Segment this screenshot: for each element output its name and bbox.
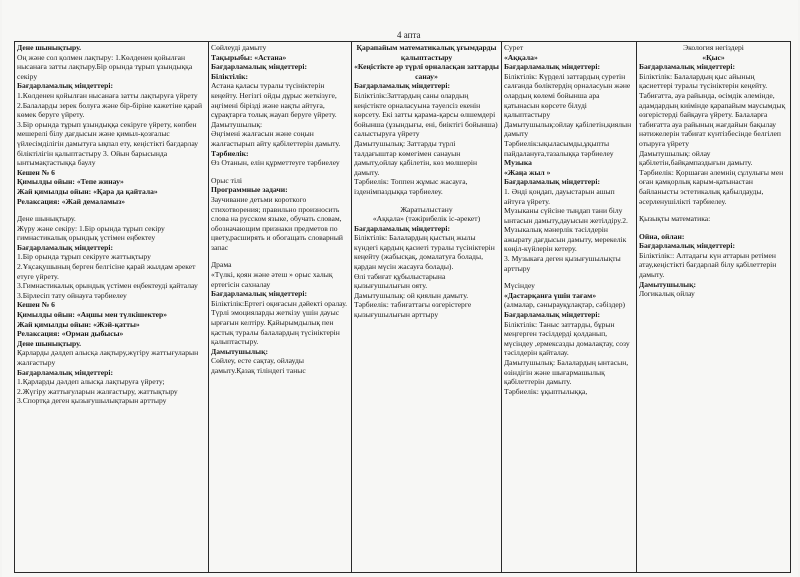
cell-line: Бағдарламалық міндеттері: xyxy=(504,62,601,72)
cell-line: Бағдарламалық міндеттері: xyxy=(211,62,308,72)
spacer xyxy=(504,273,634,281)
cell-line: Қарапайым математикалық ұғымдарды қалыптастыру xyxy=(356,43,497,62)
cell-line: Бағдарламалық міндеттері: xyxy=(639,241,736,251)
cell-line: Қарларды дәлдеп алысқа лақтыру,жүгіру жаттығуларын жалғастыру xyxy=(17,348,199,367)
cell-line: Тақырыбы: «Астана» xyxy=(211,52,287,62)
column-speech-development xyxy=(209,42,352,573)
spacer xyxy=(639,206,788,214)
cell-line: Дамытушылық: Заттарды түрлі талдағыштар көмегімен санауын дамыту,ойлау қабілетін, көз мөлшерін дамыту. xyxy=(354,138,478,177)
cell-line: Релаксация: «Орман дыбысы» xyxy=(17,329,124,339)
cell-line: Жай қимылды ойын: «Қара да қайтала» xyxy=(17,186,158,196)
cell-line: «Жаңа жыл » xyxy=(504,167,551,177)
cell-line: Өз Отанын, елін құрметтеуге тәрбиелеу xyxy=(211,158,340,168)
spacer xyxy=(639,224,788,232)
cell-line: 3.Спортқа деген қызығушылықтарын арттыру xyxy=(17,396,167,406)
cell-line: Тәрбиелік: Топпен жұмыс жасауға, ізденімпаздыққа тәрбиелеу. xyxy=(354,177,468,196)
cell-line: Жаратылыстану xyxy=(400,204,453,214)
cell-line: Мүсіндеу xyxy=(504,281,535,291)
cell-line: Жай қимылды ойын: «Жэй-қатты» xyxy=(17,319,140,329)
cell-line: Оң және сол қолмен лақтыру: 1.Көлденен қойылған нысанаға затты лақтыру.Бір орында тұрып ұзындыққа секіру xyxy=(17,52,193,81)
spacer xyxy=(211,168,349,176)
cell-line: 1. Әнді қоңдап, дауыстарын ашып айтуға үйрету. xyxy=(504,186,615,206)
column-ecology xyxy=(637,42,791,573)
cell-line: Драма xyxy=(211,260,232,270)
cell-line: Астана қаласы туралы түсініктерін кеңейту. Негізгі ойды дұрыс жеткізуге, әңгімені бірізді және нақты айтуға, сұрақтарға толық жауап беруге үйрету. Дамытушылық: xyxy=(211,81,337,129)
cell-line: Тәрбиелік:ықыласымды,ұқыпты пайдалануға,тазалыққа тәрбиелеу xyxy=(504,138,614,158)
cell-line: Қызықты математика: xyxy=(639,214,711,224)
cell-line: Экология негіздері xyxy=(683,43,744,52)
cell-line: Бағдарламалық міндеттері: xyxy=(504,177,601,187)
cell-line: Біліктілік: Балалардың қыстың жылы күндегі қардың қасиеті туралы түсініктерін кеңейту (жабысқақ, домалатуға болады, қардан мүсін жасауға болады). xyxy=(354,233,495,272)
cell-line: Дамытушылық: ой қиялын дамыту. xyxy=(354,290,469,300)
cell-line: 3. Музыкаға деген қызығушылықты арттыру xyxy=(504,254,621,273)
cell-line: Сөйлеу, есте сақтау, ойлауды дамыту.Қазақ тіліндегі таныс xyxy=(211,356,306,375)
cell-line: Дамытушылық:ойлау қабілетін,қиялын дамыту xyxy=(504,119,632,139)
cell-line: Логикалық ойлау xyxy=(639,289,695,299)
cell-line: Бағдарламалық міндеттері: xyxy=(354,81,451,91)
lesson-plan-table xyxy=(14,41,791,573)
cell-line: 2.Ұқсақушының берген белгісіне қарай жылдам әрекет етуге үйрету. xyxy=(17,262,196,281)
column-mathematics xyxy=(352,42,502,573)
cell-line: Бағдарламалық міндеттері: xyxy=(17,81,114,91)
week-label: 4 апта xyxy=(397,30,421,40)
cell-line: Бағдарламалық міндеттері: xyxy=(354,223,451,233)
cell-line: Тәрбиелік: Қоршаған әлемнің сұлулығы мен оған қамқорлық карым-қатынастан байланысты эстетикалық қабылдауды, әсерленушілікті тәрбиелеу. xyxy=(639,167,784,206)
cell-line: Релаксация: «Жай демаламыз» xyxy=(17,196,126,206)
cell-line: Әңгімені жалғасын және соңын жалғастырып айту қабілеттерін дамыту. xyxy=(211,129,341,148)
cell-line: Дене шынықтыру. xyxy=(17,43,82,52)
cell-line: Сурет xyxy=(504,43,524,52)
cell-line: «Қыс» xyxy=(702,52,725,62)
cell-line: Кешен № 6 xyxy=(17,300,55,310)
column-drawing-music xyxy=(502,42,637,573)
cell-line: Қимылды ойын: «Тепе жинау» xyxy=(17,177,124,187)
cell-line: Заучивание детьми короткого стихотворения; правильно произносить слова на русском языке, обучать словам, обозначающим признаки предметов по цвету,расширять и обогащать словарный запас xyxy=(211,194,343,252)
cell-line: 2.Балаларды зерек болуға және бір-біріне кажетіне қарай көмек беруге үйрету. xyxy=(17,100,203,120)
cell-line: Бағдарламалық міндеттері: xyxy=(17,367,114,377)
cell-line: Бағдарламалық міндеттері: xyxy=(17,242,114,252)
cell-line: Музыка xyxy=(504,158,532,168)
cell-line: Біліктілік: Күрделі заттардың суретін салғанда бөліктердің орналасуын және олардың көлемі бойынша ара қатынасын көрсете білуді қалыптастыру xyxy=(504,71,631,120)
cell-line: Программные задачи: xyxy=(211,185,288,195)
cell-line: Дене шынықтыру. xyxy=(17,214,76,224)
cell-line: Дамытушылық: xyxy=(639,279,696,289)
cell-line: «Аққала» (тәжірибелік іс-әрекет) xyxy=(372,214,481,224)
cell-line: Дамытушылық: ойлау қабілетін,байқампаздығын дамыту. xyxy=(639,148,753,168)
cell-line: «Кеңістікте әр түрлі орналасқан заттарды санау» xyxy=(354,62,499,81)
spacer xyxy=(211,252,349,260)
cell-line: Кешен № 6 xyxy=(17,167,55,177)
cell-line: Өлі табиғат құбылыстарына қызығушылығын ояту. xyxy=(354,271,446,291)
cell-line: Жүру және секіру: 1.Бір орында тұрып секіру гимнастикалық орындық үстімен еңбектеу xyxy=(17,223,165,243)
lesson-plan-row xyxy=(15,42,791,573)
cell-line: Бағдарламалық міндеттері: xyxy=(639,62,736,72)
document-page xyxy=(2,0,798,577)
cell-line: Ойна, ойлан: xyxy=(639,231,685,241)
cell-line: 2.Жүгіру жаттығуларын жалғастыру, жаттықтыру xyxy=(17,386,178,396)
cell-line: «Аққала» xyxy=(504,52,538,62)
cell-line: Орыс тілі xyxy=(211,175,242,185)
cell-line: Бағдарламалық міндеттері: xyxy=(504,310,601,320)
cell-line: Біліктілік:Заттардың саны олардың кеңістікте орналасуына тәуелсіз екенін көрсету. Екі затты қарама-қарсы өлшемдері бойынша (ұзындығы, ені, биіктігі бойынша) салыстыруға үйрету xyxy=(354,90,498,139)
cell-line: Сөйлеуді дамыту xyxy=(211,43,267,52)
cell-line: Бағдарламалық міндеттері: xyxy=(211,289,308,299)
cell-line: Біліктілік: Таныс заттарды, бұрын меңгерген тәсілдерді қолданып, мүсіндеу ,ермексазды домалақтау, созу тәсілдерін қайталау. xyxy=(504,319,630,358)
cell-line: «Түлкі, қоян және әтеш » орыс халық ертегісін сахналау xyxy=(211,270,333,289)
cell-line: 3.Бір орында тұрып ұзындыққа секіруге үйрету, көпбен мешерелі білу дағдысын және қимыл-қозғалыс үйлесімділігін дамытуға ықпал ету, кеңістікті бағдарлау біліктілігін қалыптастыру 3. Ойын барысында ынтымақтастыққа баулу xyxy=(17,119,199,168)
spacer xyxy=(354,197,499,205)
cell-line: 3.Гимнастикалық орындық үстімен еңбектеуді қайталау 3.Бірлесіп тату ойнауға тәрбиелеу xyxy=(17,281,198,300)
cell-line: 1.Қарларды дәлдеп алысқа лақтыруға үйрету; xyxy=(17,377,165,387)
column-physical-education xyxy=(15,42,209,573)
cell-line: Музыканы сүйсіне тыңдап тани білу ынтасын дамыту,дауысын жетілдіру.2. Музыкалық мәнерлік тәсілдерін ажырату дағдысын дамыту, мерекелік көңіл-күйлерін кетеру. xyxy=(504,206,628,254)
cell-line: «Дастарқанға үшін тағам» xyxy=(504,290,597,300)
spacer xyxy=(17,206,206,214)
cell-line: Тәрбиелік: табиғаттағы өзгерістерге қызығушылығын арттыру xyxy=(354,300,472,320)
cell-line: Дамытушылық: xyxy=(211,346,268,356)
cell-line: Біліктілік:Ертегі оқиғасын дәйекті оралау. Түрлі эмоцияларды жеткізу үшін дауыс ырғағын келтіру. Қайырымдылық пен қастық туралы балалардың түсініктерін қалыптастыру. xyxy=(211,298,348,347)
cell-line: Қимылды ойын: «Аңшы мен түлкішектер» xyxy=(17,310,168,320)
cell-line: Біліктілік:: Алтадағы күн аттарын ретімен атау,кеңістікті бағдарлай білу қабілеттерін дамыту. xyxy=(639,250,777,280)
cell-line: 1.Көлденен қойылған нысанаға затты лақтыруға үйрету xyxy=(17,90,198,100)
cell-line: Біліктілік: xyxy=(211,71,248,81)
cell-line: 1.Бір орында тұрып секіруге жаттықтыру xyxy=(17,252,151,262)
cell-line: Тәрбиелік: ұқыптылыққа, xyxy=(504,386,588,396)
cell-line: (алмалар, сәнырауқұлақтар, сәбіздер) xyxy=(504,300,626,310)
cell-line: Біліктілік: Балалардың қыс айының қасиеттері туралы түсініктерін кеңейту. Табиғатта, ауа райында, өсімдік әлемінде, адамдардың киімінде қарапайым маусымдық өзгерістерді байқауға үйрету. Балаларға табиғатта ауа райының жағдайын бақылау нәтижелерін табиғат күнтізбесінде белгілеп отыруға үйрету xyxy=(639,71,786,148)
cell-line: Тәрбиелік: xyxy=(211,148,249,158)
cell-line: Дене шынықтыру. xyxy=(17,338,82,348)
cell-line: Дамытушылық: Балалардың ынтасын, өзіндігін және шығармашылық қабілеттерін дамыту. xyxy=(504,358,629,387)
